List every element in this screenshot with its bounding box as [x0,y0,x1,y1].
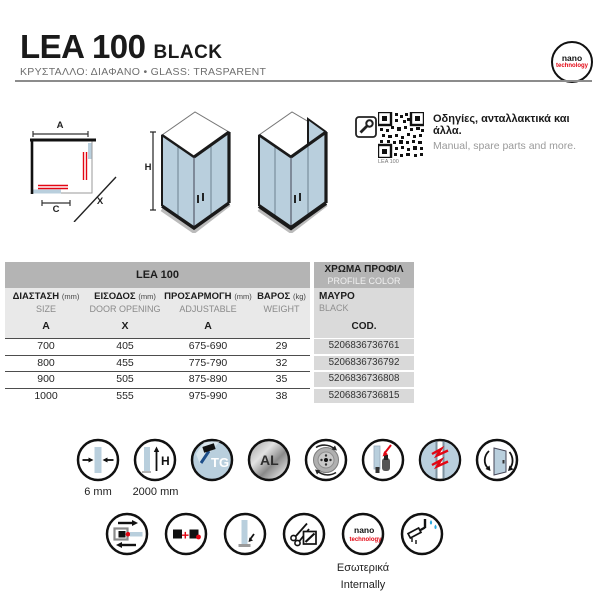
soft-close-icon [105,512,149,556]
nano-logo-subtext: technology [555,63,588,70]
cod-value: 5206836736808 [314,372,414,387]
height-symbol: H [161,454,170,468]
feature-icons-row-1 [76,438,519,482]
isometric-drawing-right [252,103,332,233]
profile-color-header [314,262,414,288]
aluminium-label: AL [260,452,279,468]
nano-technology-logo [551,41,593,83]
wrench-icon [355,116,377,138]
nano-logo-text: nano [561,53,583,64]
nano-icon-text: nano [354,525,375,535]
plan-dimension-x-label: X [96,196,104,207]
profile-color-header-en: PROFILE COLOR [327,275,401,286]
manual-info-block [433,113,593,152]
tempered-glass-icon [190,438,234,482]
manual-info-english: Manual, spare parts and more. [433,140,576,152]
table-row: 900 505 875-890 35 [5,372,310,389]
table-row: 800 455 775-790 32 [5,356,310,373]
glass-type-subtitle: ΚΡΥΣΤΑΛΛΟ: ΔΙΑΦΑΝΟ • GLASS: TRASPARENT [20,66,267,78]
plan-dimension-a-label: A [56,120,64,131]
column-symbols-row: A X A [42,320,212,332]
reversible-door-icon [475,438,519,482]
table-group-header: LEA 100 [5,262,310,288]
qr-code [378,112,424,158]
table-row: 700 405 675-690 29 [5,339,310,356]
magnetic-closure-icon [418,438,462,482]
product-variant: BLACK [153,42,223,63]
custom-cut-icon [282,512,326,556]
cod-value: 5206836736761 [314,339,414,354]
nano-icon-subtext: technology [349,537,382,543]
height-value: 2000 mm [132,486,179,498]
aluminium-icon [247,438,291,482]
table-column-headers [5,288,310,338]
cod-column [314,339,414,405]
col-header-door-opening: ΕΙΣΟΔΟΣ (mm) DOOR OPENING [89,291,161,314]
product-name: LEA 100 [20,28,146,65]
plus-sign: + [181,527,190,543]
manual-info-greek: Οδηγίες, ανταλλακτικά και άλλα. [433,113,570,137]
color-subheader [314,288,414,338]
color-name-en: BLACK [319,303,349,313]
col-header-adjustable: ΠΡΟΣΑΡΜΟΓΗ (mm) ADJUSTABLE [164,291,252,314]
adjustable-roller-icon [361,438,405,482]
shower-water-icon [400,512,444,556]
qr-caption: LEA 100 [378,159,399,165]
plan-drawing [22,112,132,222]
cod-label: COD. [351,321,377,332]
height-icon [133,438,177,482]
wall-adjustment-icon [223,512,267,556]
page-title [20,28,223,66]
internal-note-en: Internally [340,578,386,591]
cod-value: 5206836736792 [314,356,414,371]
table-data-rows [5,338,310,404]
glass-thickness-value: 6 mm [84,486,112,498]
double-roller-icon [164,512,208,556]
profile-color-header-el: ΧΡΩΜΑ ΠΡΟΦΙΛ [324,264,404,276]
roller-wheels-icon [304,438,348,482]
col-header-size: ΔΙΑΣΤΑΣΗ (mm) SIZE [12,291,80,314]
color-name-el: ΜΑΥΡΟ [319,291,355,302]
feature-icons-row-2 [105,512,444,556]
header-divider [15,80,592,82]
table-row: 1000 555 975-990 38 [34,389,288,402]
plan-dimension-c-label: C [52,204,60,215]
nano-technology-icon [341,512,385,556]
internal-note-el: Εσωτερικά [336,562,390,574]
tempered-glass-label: TG [211,455,230,470]
height-dimension-label: H [144,162,152,173]
spec-table [5,262,414,404]
glass-thickness-icon [76,438,120,482]
internal-note [313,560,413,593]
cod-value: 5206836736815 [314,389,414,404]
col-header-weight: ΒΑΡΟΣ (kg) WEIGHT [257,291,306,314]
